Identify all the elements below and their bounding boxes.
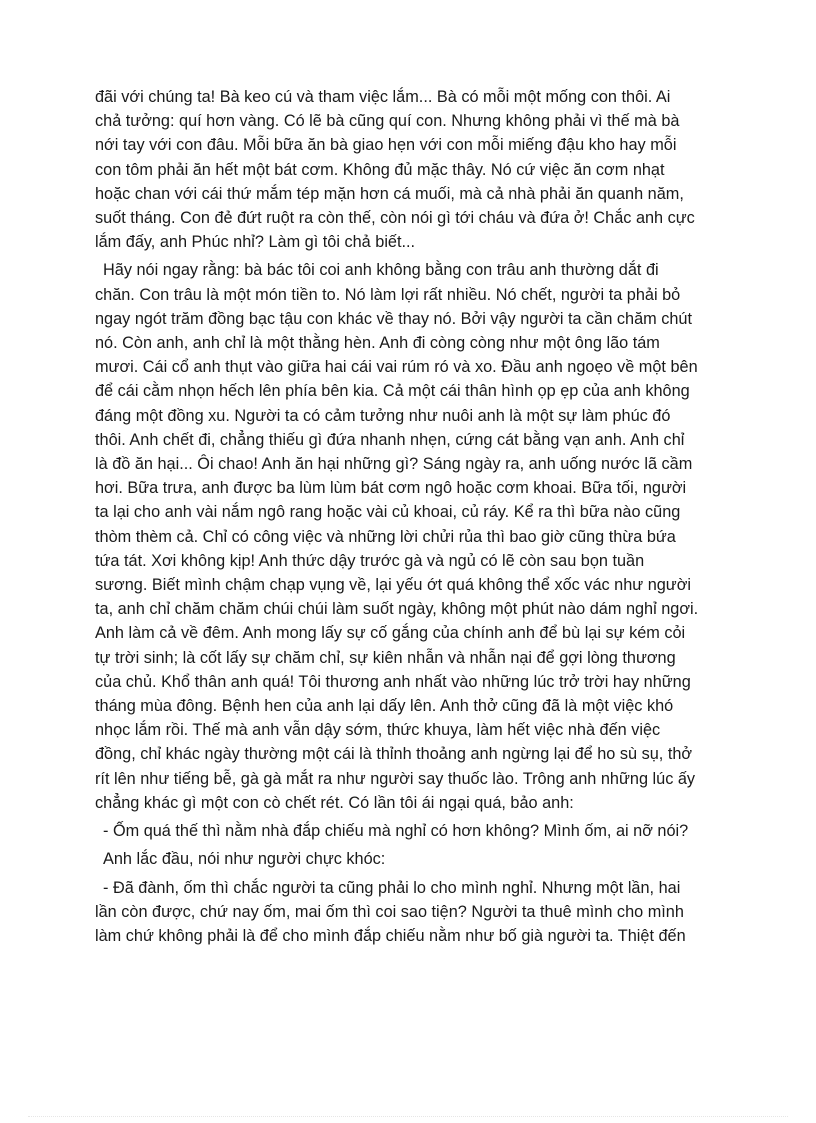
document-body [95, 85, 745, 952]
text-line: tứa tát. Xơi không kịp! Anh thức dậy trước gà và ngủ có lẽ còn sau bọn tuần [95, 551, 645, 570]
text-line: hoặc chan với cái thứ mắm tép mặn hơn cá muối, mà cả nhà phải ăn quanh năm, [95, 184, 684, 203]
paragraph-5 [95, 876, 745, 949]
text-line: rít lên như tiếng bễ, gà gà mắt ra như người say thuốc lào. Trông anh những lúc ấy [95, 769, 696, 788]
text-line: - Đã đành, ốm thì chắc người ta cũng phải lo cho mình nghỉ. Nhưng một lần, hai [103, 878, 681, 897]
text-line: đáng một đồng xu. Người ta có cảm tưởng như nuôi anh là một sự làm phúc đó [95, 406, 671, 425]
text-line: Anh làm cả về đêm. Anh mong lấy sự cố gắng của chính anh để bù lại sự kém cỏi [95, 624, 686, 643]
text-line: tháng mùa đông. Bệnh hen của anh lại dấy lên. Anh thở cũng đã là một việc khó [95, 697, 674, 716]
text-line: chả tưởng: quí hơn vàng. Có lẽ bà cũng quí con. Nhưng không phải vì thế mà bà [95, 112, 680, 131]
paragraph-2 [95, 258, 745, 815]
text-line: suốt tháng. Con đẻ đứt ruột ra còn thế, còn nói gì tới cháu và đứa ở! Chắc anh cực [95, 209, 695, 228]
text-line: thôi. Anh chết đi, chẳng thiếu gì đứa nhanh nhẹn, cứng cát bằng vạn anh. Anh chỉ [95, 430, 685, 449]
text-line: làm chứ không phải là để cho mình đắp chiếu nằm như bố già người ta. Thiệt đến [95, 926, 686, 945]
text-line: đãi với chúng ta! Bà keo cú và tham việc lắm... Bà có mỗi một mống con thôi. Ai [95, 88, 671, 106]
text-line: lắm đấy, anh Phúc nhỉ? Làm gì tôi chả biết... [95, 233, 416, 252]
paragraph-3 [95, 819, 745, 843]
text-line: ta, anh chỉ chăm chăm chúi chúi làm suốt ngày, không một phút nào dám nghỉ ngơi. [95, 600, 699, 619]
paragraph-4 [95, 847, 745, 871]
text-line: là đồ ăn hại... Ôi chao! Anh ăn hại những gì? Sáng ngày ra, anh uống nước lã cầm [95, 455, 693, 474]
text-line: thòm thèm cả. Chỉ có công việc và những lời chửi rủa thì bao giờ cũng thừa bứa [95, 527, 676, 546]
text-line: ngay ngót trăm đồng bạc tậu con khác về thay nó. Bởi vậy người ta cần chăm chút [95, 309, 693, 328]
text-line: chăn. Con trâu là một món tiền to. Nó làm lợi rất nhiều. Nó chết, người ta phải bỏ [95, 285, 681, 304]
text-line: tự trời sinh; là cốt lấy sự chăm chỉ, sự kiên nhẫn và nhẫn nại để gợi lòng thương [95, 648, 676, 667]
text-line: - Ốm quá thế thì nằm nhà đắp chiếu mà nghỉ có hơn không? Mình ốm, ai nỡ nói? [103, 822, 689, 841]
page-bottom-divider [28, 1116, 788, 1117]
text-line: của chủ. Khổ thân anh quá! Tôi thương anh nhất vào những lúc trở trời hay những [95, 672, 691, 691]
text-line: lần còn được, chứ nay ốm, mai ốm thì coi sao tiện? Người ta thuê mình cho mình [95, 902, 684, 921]
text-line: nhọc lắm rồi. Thế mà anh vẫn dậy sớm, thức khuya, làm hết việc nhà đến việc [95, 721, 661, 740]
text-line: con tôm phải ăn hết một bát cơm. Không đủ mặc thây. Nó cứ việc ăn cơm nhạt [95, 160, 665, 179]
text-line: đồng, chỉ khác ngày thường một cái là thỉnh thoảng anh ngừng lại để ho sù sụ, thở [95, 745, 693, 764]
text-line: ta lại cho anh vài nắm ngô rang hoặc vài củ khoai, củ ráy. Kể ra thì bữa nào cũng [95, 503, 681, 522]
text-line: Hãy nói ngay rằng: bà bác tôi coi anh không bằng con trâu anh thường dắt đi [103, 261, 659, 280]
text-line: chẳng khác gì một con cò chết rét. Có lần tôi ái ngại quá, bảo anh: [95, 793, 574, 812]
text-line: mươi. Cái cổ anh thụt vào giữa hai cái vai rúm ró và xo. Đầu anh ngoẹo về một bên [95, 358, 698, 377]
text-line: để cái cằm nhọn hếch lên phía bên kia. Cả một cái thân hình ọp ẹp của anh không [95, 382, 690, 401]
paragraph-1 [95, 85, 745, 254]
text-line: hơi. Bữa trưa, anh được ba lùm lùm bát cơm ngô hoặc cơm khoai. Bữa tối, người [95, 479, 687, 498]
text-line: nó. Còn anh, anh chỉ là một thằng hèn. Anh đi còng còng như một ông lão tám [95, 334, 660, 353]
text-line: nới tay với con đâu. Mỗi bữa ăn bà giao hẹn với con mỗi miếng đậu kho hay mỗi [95, 136, 677, 155]
text-line: Anh lắc đầu, nói như người chực khóc: [103, 850, 386, 869]
text-line: sương. Biết mình chậm chạp vụng về, lại yếu ớt quá không thể xốc vác như người [95, 576, 691, 595]
